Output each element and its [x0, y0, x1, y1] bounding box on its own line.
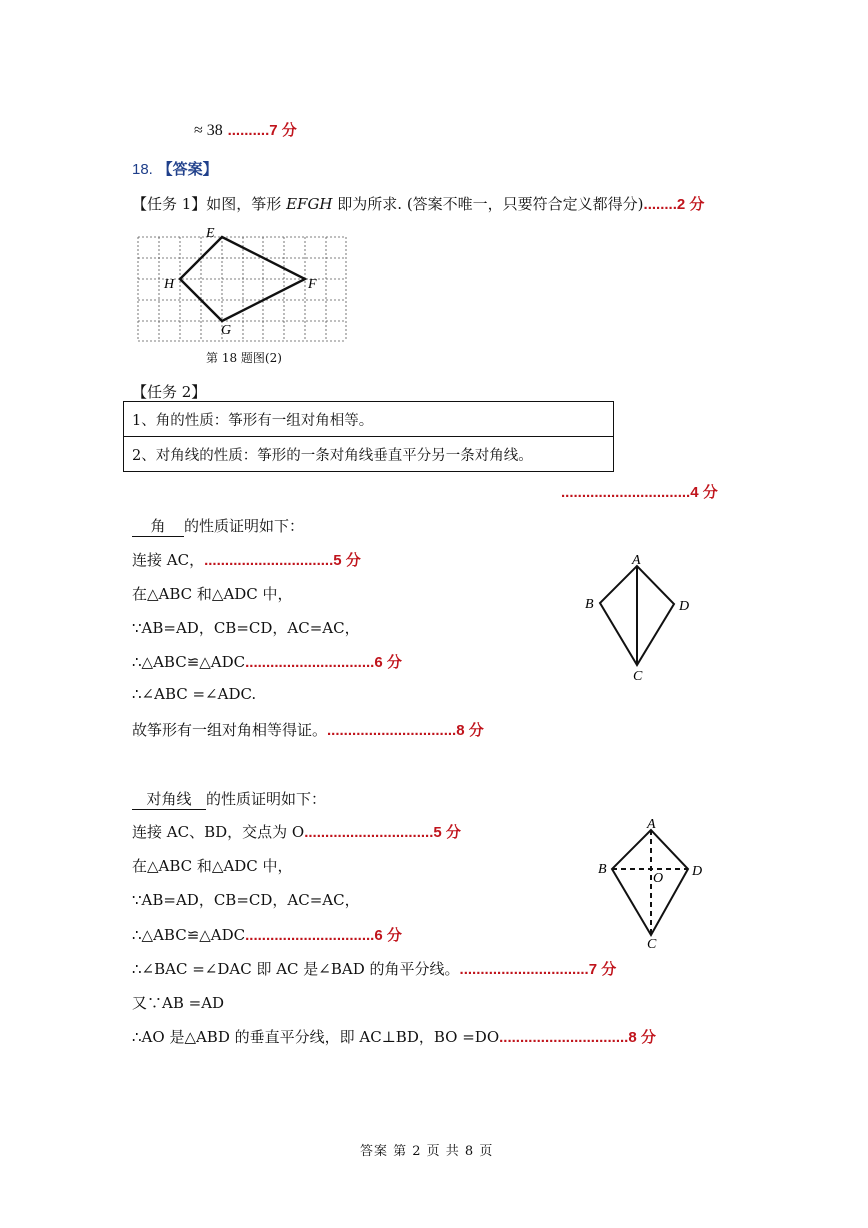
- table-row: [124, 437, 614, 472]
- proof1-line-text: 连接 AC，: [132, 551, 205, 569]
- property-diagonal: 2、对角线的性质：筝形的一条对角线垂直平分另一条对角线。: [124, 437, 614, 472]
- task1-shape: EFGH: [286, 195, 333, 213]
- proof2-score-6: ...............................6 分: [245, 927, 402, 944]
- page-footer: 答案 第 2 页 共 8 页: [360, 1144, 494, 1159]
- proof1-line-text: 故筝形有一组对角相等得证。: [132, 721, 328, 739]
- task2-score: ...............................4 分: [561, 484, 718, 501]
- label-o: O: [653, 871, 664, 886]
- proof1-score-6: ...............................6 分: [245, 654, 402, 671]
- task1-score: ........2 分: [643, 196, 705, 213]
- approx-line: [194, 119, 297, 140]
- task1-middle: 即为所求. (答案不唯一，只要符合定义都得分): [332, 195, 644, 213]
- proof2-title-suffix: 的性质证明如下：: [206, 790, 327, 808]
- label-e: E: [206, 226, 215, 241]
- figure1-caption: 第 18 题图(2): [206, 351, 282, 365]
- label-b: B: [585, 597, 594, 612]
- kite-grid-figure: [130, 225, 360, 350]
- kite-abcd: [612, 830, 688, 935]
- proof2-blank: 对角线: [132, 788, 206, 810]
- proof2-line: 在△ABC 和△ADC 中，: [132, 857, 293, 875]
- proof1-blank: 角: [132, 515, 184, 537]
- property-angle: 1、角的性质：筝形有一组对角相等。: [124, 402, 614, 437]
- proof2-score-7: ...............................7 分: [459, 961, 617, 978]
- proof2-line-text: ∴∠BAC =∠DAC 即 AC 是∠BAD 的角平分线。: [132, 960, 460, 978]
- proof1-line: ∴∠ABC =∠ADC.: [132, 685, 257, 703]
- proof1-line: 在△ABC 和△ADC 中，: [132, 585, 293, 603]
- proof2-line-text: ∴△ABC≌△ADC: [132, 926, 246, 944]
- proof1-line: [132, 719, 484, 740]
- proof1-line-text: ∴△ABC≌△ADC: [132, 653, 246, 671]
- label-f: F: [308, 277, 317, 292]
- label-c: C: [633, 669, 643, 684]
- label-a: A: [632, 553, 641, 568]
- proof2-line: [132, 1026, 656, 1047]
- kite-abcd-figure: [578, 548, 708, 688]
- label-d: D: [692, 864, 703, 879]
- proof1-line: [132, 549, 361, 570]
- proof2-line: [132, 821, 461, 842]
- table-row: [124, 402, 614, 437]
- answer-tag: 【答案】: [157, 160, 218, 178]
- kite-abcd-diagonals-figure: [590, 812, 720, 952]
- score-7: ..........7 分: [227, 122, 297, 139]
- proof1-line: ∵AB=AD，CB=CD，AC=AC，: [132, 619, 360, 637]
- question-18-header: [132, 158, 218, 179]
- task1-line: [132, 193, 704, 214]
- approx-value: ≈ 38: [194, 122, 223, 139]
- proof2-line: [132, 958, 616, 979]
- proof2-line: 又∵AB =AD: [132, 994, 225, 1012]
- proof1-line: [132, 651, 402, 672]
- task1-prefix: 【任务 1】如图，筝形: [132, 195, 287, 213]
- label-b: B: [598, 862, 607, 877]
- proof1-title-suffix: 的性质证明如下：: [184, 517, 305, 535]
- proof2-line-text: ∴AO 是△ABD 的垂直平分线，即 AC⊥BD，BO =DO: [132, 1028, 500, 1046]
- label-c: C: [647, 937, 657, 952]
- proof1-title: [132, 515, 304, 537]
- proof2-line: [132, 924, 402, 945]
- proof1-score-8: ...............................8 分: [327, 722, 484, 739]
- label-g: G: [221, 323, 232, 338]
- proof1-score-5: ...............................5 分: [204, 552, 361, 569]
- label-a: A: [647, 817, 656, 832]
- label-d: D: [679, 599, 690, 614]
- proof2-line-text: 连接 AC、BD，交点为 O: [132, 823, 305, 841]
- properties-table: [123, 401, 614, 472]
- proof2-score-5: ...............................5 分: [304, 824, 461, 841]
- proof2-score-8: ...............................8 分: [499, 1029, 656, 1046]
- proof2-line: ∵AB=AD，CB=CD，AC=AC，: [132, 891, 360, 909]
- task2-title: 【任务 2】: [132, 383, 207, 401]
- proof2-title: [132, 788, 326, 810]
- label-h: H: [164, 277, 175, 292]
- question-number: 18.: [132, 161, 153, 178]
